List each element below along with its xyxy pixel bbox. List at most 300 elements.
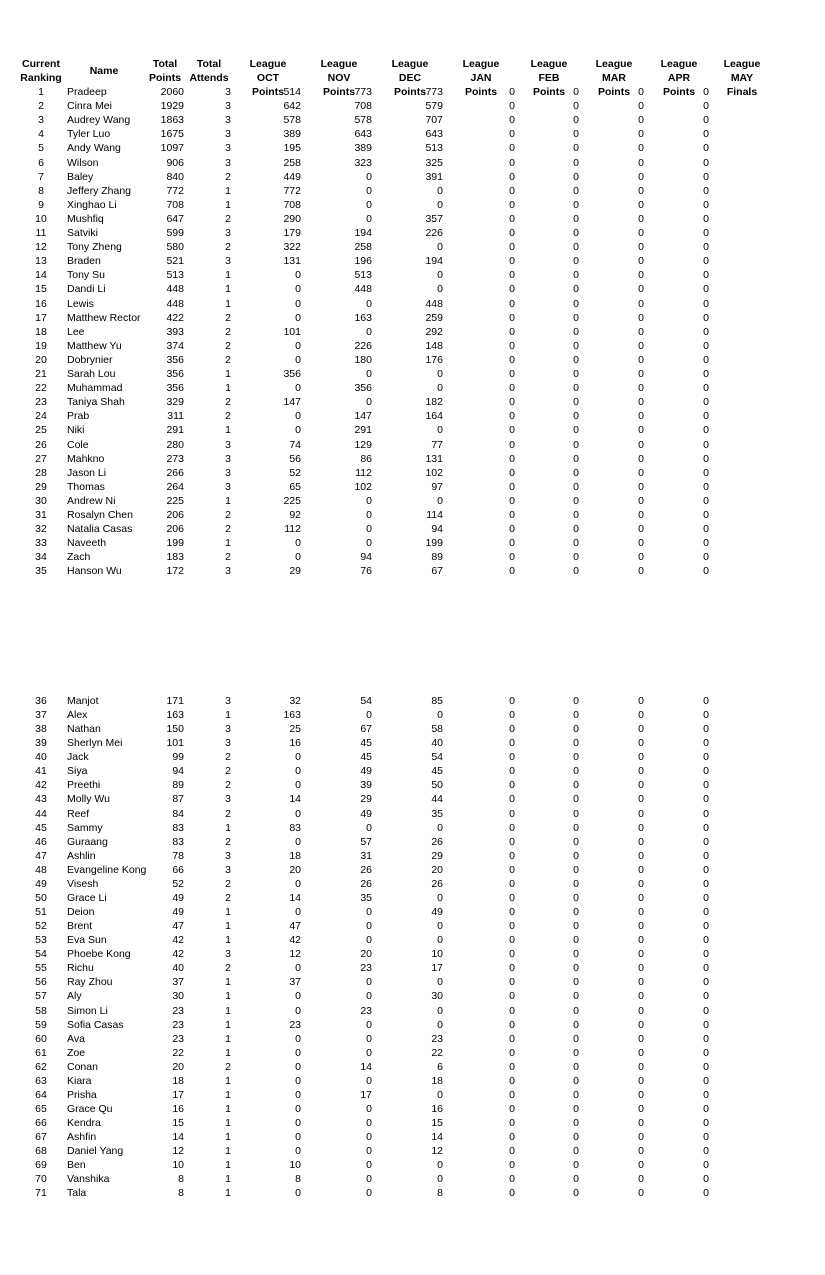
- rank-cell: 23: [35, 396, 47, 409]
- feb-points-cell: 0: [573, 1032, 579, 1045]
- oct-points-cell: 290: [283, 212, 301, 225]
- nov-points-cell: 26: [360, 863, 372, 876]
- nov-points-cell: 29: [360, 793, 372, 806]
- table-row: [0, 480, 825, 494]
- jan-points-cell: 0: [509, 920, 515, 933]
- mar-points-cell: 0: [638, 142, 644, 155]
- table-row: [0, 311, 825, 325]
- oct-points-cell: 0: [295, 551, 301, 564]
- name-cell: Ray Zhou: [67, 976, 113, 989]
- nov-points-cell: 0: [366, 494, 372, 507]
- apr-points-cell: 0: [703, 821, 709, 834]
- apr-points-cell: 0: [703, 382, 709, 395]
- nov-points-cell: 258: [354, 241, 372, 254]
- name-cell: Zoe: [67, 1046, 86, 1059]
- jan-points-cell: 0: [509, 212, 515, 225]
- oct-points-cell: 147: [283, 396, 301, 409]
- dec-points-cell: 0: [437, 241, 443, 254]
- total-points-cell: 393: [166, 325, 184, 338]
- table-row: [0, 1172, 825, 1186]
- name-cell: Grace Li: [67, 891, 107, 904]
- total-points-cell: 580: [166, 241, 184, 254]
- dec-points-cell: 20: [431, 863, 443, 876]
- attends-cell: 1: [225, 1131, 231, 1144]
- mar-points-cell: 0: [638, 709, 644, 722]
- total-points-cell: 99: [172, 751, 184, 764]
- dec-points-cell: 164: [425, 410, 443, 423]
- jan-points-cell: 0: [509, 863, 515, 876]
- nov-points-cell: 0: [366, 709, 372, 722]
- attends-cell: 1: [225, 1018, 231, 1031]
- name-cell: Ashlin: [67, 849, 96, 862]
- mar-points-cell: 0: [638, 325, 644, 338]
- total-points-cell: 23: [172, 1032, 184, 1045]
- mar-points-cell: 0: [638, 765, 644, 778]
- oct-points-cell: 29: [289, 565, 301, 578]
- apr-points-cell: 0: [703, 1187, 709, 1200]
- feb-points-cell: 0: [573, 877, 579, 890]
- mar-points-cell: 0: [638, 494, 644, 507]
- feb-points-cell: 0: [573, 835, 579, 848]
- oct-points-cell: 0: [295, 382, 301, 395]
- attends-cell: 2: [225, 962, 231, 975]
- dec-points-cell: 26: [431, 877, 443, 890]
- jan-points-cell: 0: [509, 184, 515, 197]
- nov-points-cell: 86: [360, 452, 372, 465]
- table-row: [0, 367, 825, 381]
- dec-points-cell: 182: [425, 396, 443, 409]
- apr-points-cell: 0: [703, 1032, 709, 1045]
- name-cell: Sarah Lou: [67, 368, 116, 380]
- total-points-cell: 266: [166, 466, 184, 479]
- table-row: [0, 947, 825, 961]
- oct-points-cell: 0: [295, 765, 301, 778]
- feb-points-cell: 0: [573, 198, 579, 211]
- attends-cell: 1: [225, 1074, 231, 1087]
- rank-cell: 22: [35, 382, 47, 395]
- feb-points-cell: 0: [573, 565, 579, 578]
- nov-points-cell: 0: [366, 368, 372, 380]
- table-row: [0, 849, 825, 863]
- dec-points-cell: 0: [437, 1173, 443, 1186]
- attends-cell: 1: [225, 494, 231, 507]
- total-points-cell: 2060: [160, 86, 184, 98]
- total-points-cell: 150: [166, 723, 184, 736]
- name-cell: Molly Wu: [67, 793, 110, 806]
- name-cell: Jason Li: [67, 466, 107, 479]
- attends-cell: 2: [225, 241, 231, 254]
- mar-points-cell: 0: [638, 269, 644, 282]
- total-points-cell: 273: [166, 452, 184, 465]
- nov-points-cell: 0: [366, 325, 372, 338]
- header-may-finals: League MAY Finals: [723, 58, 761, 98]
- nov-points-cell: 708: [354, 100, 372, 113]
- name-cell: Braden: [67, 255, 101, 268]
- jan-points-cell: 0: [509, 835, 515, 848]
- jan-points-cell: 0: [509, 86, 515, 98]
- oct-points-cell: 18: [289, 849, 301, 862]
- jan-points-cell: 0: [509, 227, 515, 239]
- header-apr-points: League APR Points: [660, 58, 698, 98]
- table-row: [0, 933, 825, 947]
- attends-cell: 2: [225, 410, 231, 423]
- name-cell: Jack: [67, 751, 89, 764]
- name-cell: Andy Wang: [67, 142, 121, 155]
- name-cell: Conan: [67, 1060, 98, 1073]
- dec-points-cell: 194: [425, 255, 443, 268]
- oct-points-cell: 0: [295, 1074, 301, 1087]
- oct-points-cell: 389: [283, 128, 301, 141]
- dec-points-cell: 0: [437, 821, 443, 834]
- rank-cell: 28: [35, 466, 47, 479]
- rank-cell: 17: [35, 311, 47, 324]
- oct-points-cell: 42: [289, 934, 301, 947]
- nov-points-cell: 94: [360, 551, 372, 564]
- mar-points-cell: 0: [638, 198, 644, 211]
- dec-points-cell: 0: [437, 709, 443, 722]
- jan-points-cell: 0: [509, 551, 515, 564]
- table-row: [0, 268, 825, 282]
- header-mar-points: League MAR Points: [595, 58, 633, 98]
- nov-points-cell: 0: [366, 509, 372, 521]
- dec-points-cell: 176: [425, 353, 443, 366]
- name-cell: Phoebe Kong: [67, 948, 131, 961]
- mar-points-cell: 0: [638, 821, 644, 834]
- name-cell: Vanshika: [67, 1173, 110, 1186]
- rank-cell: 25: [35, 424, 47, 437]
- name-cell: Mushfiq: [67, 212, 104, 225]
- apr-points-cell: 0: [703, 1004, 709, 1017]
- dec-points-cell: 0: [437, 1004, 443, 1017]
- nov-points-cell: 102: [354, 480, 372, 493]
- dec-points-cell: 22: [431, 1046, 443, 1059]
- apr-points-cell: 0: [703, 184, 709, 197]
- apr-points-cell: 0: [703, 551, 709, 564]
- dec-points-cell: 0: [437, 184, 443, 197]
- oct-points-cell: 23: [289, 1018, 301, 1031]
- total-points-cell: 374: [166, 339, 184, 352]
- apr-points-cell: 0: [703, 86, 709, 98]
- feb-points-cell: 0: [573, 114, 579, 127]
- total-points-cell: 171: [166, 695, 184, 707]
- feb-points-cell: 0: [573, 709, 579, 722]
- apr-points-cell: 0: [703, 934, 709, 947]
- jan-points-cell: 0: [509, 976, 515, 989]
- mar-points-cell: 0: [638, 863, 644, 876]
- nov-points-cell: 0: [366, 934, 372, 947]
- apr-points-cell: 0: [703, 737, 709, 750]
- mar-points-cell: 0: [638, 1018, 644, 1031]
- total-points-cell: 83: [172, 835, 184, 848]
- header-nov-points: League NOV Points: [320, 58, 358, 98]
- dec-points-cell: 0: [437, 976, 443, 989]
- table-row: [0, 736, 825, 750]
- feb-points-cell: 0: [573, 353, 579, 366]
- mar-points-cell: 0: [638, 283, 644, 296]
- attends-cell: 3: [225, 114, 231, 127]
- dec-points-cell: 0: [437, 198, 443, 211]
- apr-points-cell: 0: [703, 765, 709, 778]
- dec-points-cell: 50: [431, 779, 443, 792]
- table-row: [0, 807, 825, 821]
- attends-cell: 1: [225, 424, 231, 437]
- jan-points-cell: 0: [509, 779, 515, 792]
- dec-points-cell: 10: [431, 948, 443, 961]
- name-cell: Xinghao Li: [67, 198, 117, 211]
- apr-points-cell: 0: [703, 877, 709, 890]
- oct-points-cell: 0: [295, 962, 301, 975]
- apr-points-cell: 0: [703, 424, 709, 437]
- rank-cell: 61: [35, 1046, 47, 1059]
- jan-points-cell: 0: [509, 793, 515, 806]
- nov-points-cell: 31: [360, 849, 372, 862]
- name-cell: Satviki: [67, 227, 98, 239]
- apr-points-cell: 0: [703, 128, 709, 141]
- dec-points-cell: 23: [431, 1032, 443, 1045]
- feb-points-cell: 0: [573, 695, 579, 707]
- apr-points-cell: 0: [703, 863, 709, 876]
- oct-points-cell: 0: [295, 779, 301, 792]
- total-points-cell: 49: [172, 891, 184, 904]
- total-points-cell: 78: [172, 849, 184, 862]
- table-row: [0, 550, 825, 564]
- mar-points-cell: 0: [638, 509, 644, 521]
- nov-points-cell: 323: [354, 156, 372, 169]
- total-points-cell: 18: [172, 1074, 184, 1087]
- feb-points-cell: 0: [573, 821, 579, 834]
- attends-cell: 2: [225, 779, 231, 792]
- header-name: Name: [89, 65, 119, 77]
- jan-points-cell: 0: [509, 170, 515, 183]
- name-cell: Baley: [67, 170, 94, 183]
- nov-points-cell: 0: [366, 297, 372, 310]
- apr-points-cell: 0: [703, 1060, 709, 1073]
- dec-points-cell: 0: [437, 1159, 443, 1172]
- nov-points-cell: 129: [354, 438, 372, 451]
- oct-points-cell: 0: [295, 1032, 301, 1045]
- jan-points-cell: 0: [509, 156, 515, 169]
- attends-cell: 2: [225, 523, 231, 536]
- total-points-cell: 172: [166, 565, 184, 578]
- dec-points-cell: 259: [425, 311, 443, 324]
- jan-points-cell: 0: [509, 891, 515, 904]
- mar-points-cell: 0: [638, 976, 644, 989]
- dec-points-cell: 40: [431, 737, 443, 750]
- apr-points-cell: 0: [703, 325, 709, 338]
- apr-points-cell: 0: [703, 353, 709, 366]
- apr-points-cell: 0: [703, 170, 709, 183]
- name-cell: Muhammad: [67, 382, 123, 395]
- mar-points-cell: 0: [638, 353, 644, 366]
- mar-points-cell: 0: [638, 114, 644, 127]
- oct-points-cell: 14: [289, 891, 301, 904]
- apr-points-cell: 0: [703, 212, 709, 225]
- dec-points-cell: 14: [431, 1131, 443, 1144]
- feb-points-cell: 0: [573, 227, 579, 239]
- name-cell: Kendra: [67, 1117, 101, 1130]
- oct-points-cell: 0: [295, 1088, 301, 1101]
- name-cell: Nathan: [67, 723, 101, 736]
- total-points-cell: 17: [172, 1088, 184, 1101]
- name-cell: Hanson Wu: [67, 565, 122, 578]
- attends-cell: 3: [225, 227, 231, 239]
- rank-cell: 15: [35, 283, 47, 296]
- apr-points-cell: 0: [703, 1046, 709, 1059]
- total-points-cell: 448: [166, 283, 184, 296]
- dec-points-cell: 44: [431, 793, 443, 806]
- table-row: [0, 536, 825, 550]
- apr-points-cell: 0: [703, 990, 709, 1003]
- table-row: [0, 212, 825, 226]
- header-dec-points: League DEC Points: [391, 58, 429, 98]
- apr-points-cell: 0: [703, 100, 709, 113]
- rank-cell: 57: [35, 990, 47, 1003]
- apr-points-cell: 0: [703, 1117, 709, 1130]
- name-cell: Matthew Yu: [67, 339, 122, 352]
- oct-points-cell: 772: [283, 184, 301, 197]
- oct-points-cell: 0: [295, 311, 301, 324]
- attends-cell: 2: [225, 1060, 231, 1073]
- apr-points-cell: 0: [703, 976, 709, 989]
- name-cell: Niki: [67, 424, 85, 437]
- jan-points-cell: 0: [509, 353, 515, 366]
- attends-cell: 3: [225, 723, 231, 736]
- jan-points-cell: 0: [509, 1145, 515, 1158]
- attends-cell: 3: [225, 948, 231, 961]
- table-row: [0, 381, 825, 395]
- rank-cell: 2: [38, 100, 44, 113]
- apr-points-cell: 0: [703, 849, 709, 862]
- feb-points-cell: 0: [573, 863, 579, 876]
- dec-points-cell: 6: [437, 1060, 443, 1073]
- mar-points-cell: 0: [638, 906, 644, 919]
- dec-points-cell: 8: [437, 1187, 443, 1200]
- header-current-ranking: Current Ranking: [20, 58, 62, 84]
- name-cell: Lee: [67, 325, 85, 338]
- name-cell: Jeffery Zhang: [67, 184, 132, 197]
- feb-points-cell: 0: [573, 1046, 579, 1059]
- mar-points-cell: 0: [638, 1145, 644, 1158]
- mar-points-cell: 0: [638, 241, 644, 254]
- mar-points-cell: 0: [638, 438, 644, 451]
- jan-points-cell: 0: [509, 142, 515, 155]
- attends-cell: 1: [225, 990, 231, 1003]
- mar-points-cell: 0: [638, 255, 644, 268]
- mar-points-cell: 0: [638, 551, 644, 564]
- table-row: [0, 198, 825, 212]
- feb-points-cell: 0: [573, 396, 579, 409]
- total-points-cell: 448: [166, 297, 184, 310]
- oct-points-cell: 0: [295, 751, 301, 764]
- jan-points-cell: 0: [509, 480, 515, 493]
- table-row: [0, 792, 825, 806]
- feb-points-cell: 0: [573, 737, 579, 750]
- jan-points-cell: 0: [509, 1131, 515, 1144]
- rank-cell: 21: [35, 368, 47, 380]
- oct-points-cell: 8: [295, 1173, 301, 1186]
- jan-points-cell: 0: [509, 241, 515, 254]
- oct-points-cell: 708: [283, 198, 301, 211]
- nov-points-cell: 23: [360, 962, 372, 975]
- name-cell: Matthew Rector: [67, 311, 141, 324]
- dec-points-cell: 448: [425, 297, 443, 310]
- name-cell: Ben: [67, 1159, 86, 1172]
- nov-points-cell: 0: [366, 396, 372, 409]
- attends-cell: 2: [225, 353, 231, 366]
- nov-points-cell: 23: [360, 1004, 372, 1017]
- apr-points-cell: 0: [703, 509, 709, 521]
- attends-cell: 1: [225, 1117, 231, 1130]
- apr-points-cell: 0: [703, 1173, 709, 1186]
- oct-points-cell: 225: [283, 494, 301, 507]
- mar-points-cell: 0: [638, 1159, 644, 1172]
- name-cell: Lewis: [67, 297, 94, 310]
- name-cell: Ashfin: [67, 1131, 97, 1144]
- table-row: [0, 694, 825, 708]
- feb-points-cell: 0: [573, 1074, 579, 1087]
- jan-points-cell: 0: [509, 509, 515, 521]
- jan-points-cell: 0: [509, 737, 515, 750]
- table-row: [0, 835, 825, 849]
- attends-cell: 3: [225, 849, 231, 862]
- name-cell: Natalia Casas: [67, 523, 133, 536]
- attends-cell: 3: [225, 737, 231, 750]
- oct-points-cell: 0: [295, 297, 301, 310]
- table-row: [0, 919, 825, 933]
- rank-cell: 49: [35, 877, 47, 890]
- dec-points-cell: 85: [431, 695, 443, 707]
- mar-points-cell: 0: [638, 934, 644, 947]
- table-row: [0, 184, 825, 198]
- jan-points-cell: 0: [509, 452, 515, 465]
- mar-points-cell: 0: [638, 737, 644, 750]
- nov-points-cell: 194: [354, 227, 372, 239]
- name-cell: Kiara: [67, 1074, 92, 1087]
- feb-points-cell: 0: [573, 438, 579, 451]
- oct-points-cell: 179: [283, 227, 301, 239]
- feb-points-cell: 0: [573, 948, 579, 961]
- total-points-cell: 14: [172, 1131, 184, 1144]
- feb-points-cell: 0: [573, 779, 579, 792]
- table-row: [0, 466, 825, 480]
- jan-points-cell: 0: [509, 410, 515, 423]
- name-cell: Zach: [67, 551, 91, 564]
- apr-points-cell: 0: [703, 891, 709, 904]
- rank-cell: 6: [38, 156, 44, 169]
- oct-points-cell: 65: [289, 480, 301, 493]
- total-points-cell: 23: [172, 1004, 184, 1017]
- oct-points-cell: 12: [289, 948, 301, 961]
- oct-points-cell: 32: [289, 695, 301, 707]
- oct-points-cell: 20: [289, 863, 301, 876]
- table-row: [0, 508, 825, 522]
- jan-points-cell: 0: [509, 339, 515, 352]
- rank-cell: 29: [35, 480, 47, 493]
- rank-cell: 46: [35, 835, 47, 848]
- total-points-cell: 422: [166, 311, 184, 324]
- nov-points-cell: 26: [360, 877, 372, 890]
- oct-points-cell: 56: [289, 452, 301, 465]
- mar-points-cell: 0: [638, 1173, 644, 1186]
- rank-cell: 39: [35, 737, 47, 750]
- total-points-cell: 37: [172, 976, 184, 989]
- attends-cell: 2: [225, 212, 231, 225]
- attends-cell: 1: [225, 184, 231, 197]
- table-row: [0, 85, 825, 99]
- table-row: [0, 891, 825, 905]
- attends-cell: 1: [225, 821, 231, 834]
- jan-points-cell: 0: [509, 128, 515, 141]
